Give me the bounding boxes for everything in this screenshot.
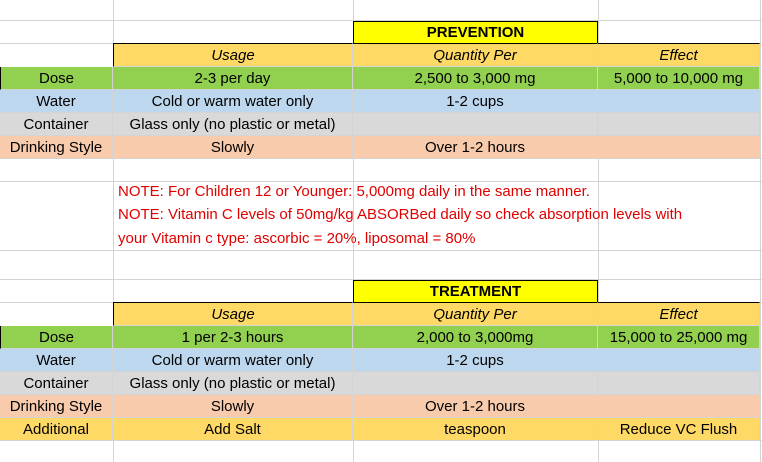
prevention-dose-effect[interactable]: 5,000 to 10,000 mg — [598, 67, 760, 90]
prevention-container-label[interactable]: Container — [0, 113, 113, 136]
prevention-dose-quantity[interactable]: 2,500 to 3,000 mg — [353, 67, 598, 90]
treatment-water-effect[interactable] — [598, 349, 760, 372]
treatment-water-quantity[interactable]: 1-2 cups — [353, 349, 598, 372]
treatment-drinking-usage[interactable]: Slowly — [113, 395, 353, 418]
prevention-drinking-effect[interactable] — [598, 136, 760, 159]
treatment-drinking-label[interactable]: Drinking Style — [0, 395, 113, 418]
prevention-title[interactable]: PREVENTION — [353, 21, 598, 44]
prevention-dose-label[interactable]: Dose — [0, 67, 113, 90]
prevention-drinking-quantity[interactable]: Over 1-2 hours — [353, 136, 598, 159]
prevention-dose-usage[interactable]: 2-3 per day — [113, 67, 353, 90]
treatment-water-usage[interactable]: Cold or warm water only — [113, 349, 353, 372]
treatment-water-label[interactable]: Water — [0, 349, 113, 372]
treatment-drinking-effect[interactable] — [598, 395, 760, 418]
treatment-dose-label[interactable]: Dose — [0, 326, 113, 349]
prevention-container-quantity[interactable] — [353, 113, 598, 136]
prevention-drinking-label[interactable]: Drinking Style — [0, 136, 113, 159]
treatment-dose-quantity[interactable]: 2,000 to 3,000mg — [353, 326, 598, 349]
gridline — [0, 250, 762, 251]
treatment-additional-quantity[interactable]: teaspoon — [353, 418, 598, 441]
treatment-drinking-quantity[interactable]: Over 1-2 hours — [353, 395, 598, 418]
treatment-dose-usage[interactable]: 1 per 2-3 hours — [113, 326, 353, 349]
prevention-water-label[interactable]: Water — [0, 90, 113, 113]
gridline — [760, 0, 761, 462]
treatment-dose-effect[interactable]: 15,000 to 25,000 mg — [598, 326, 760, 349]
treatment-container-effect[interactable] — [598, 372, 760, 395]
treatment-container-label[interactable]: Container — [0, 372, 113, 395]
note-children[interactable]: NOTE: For Children 12 or Younger: 5,000mg daily in the same manner. — [118, 183, 590, 200]
prevention-header-usage[interactable]: Usage — [113, 43, 353, 67]
gridline — [0, 181, 762, 182]
prevention-water-quantity[interactable]: 1-2 cups — [353, 90, 598, 113]
prevention-drinking-usage[interactable]: Slowly — [113, 136, 353, 159]
treatment-header-effect[interactable]: Effect — [598, 302, 760, 326]
treatment-header-quantity[interactable]: Quantity Per — [353, 302, 598, 326]
treatment-additional-usage[interactable]: Add Salt — [113, 418, 353, 441]
treatment-header-usage[interactable]: Usage — [113, 302, 353, 326]
treatment-container-quantity[interactable] — [353, 372, 598, 395]
note-absorption[interactable]: NOTE: Vitamin C levels of 50mg/kg ABSORBed daily so check absorption levels with — [118, 206, 683, 223]
treatment-additional-label[interactable]: Additional — [0, 418, 113, 441]
treatment-container-usage[interactable]: Glass only (no plastic or metal) — [113, 372, 353, 395]
prevention-container-usage[interactable]: Glass only (no plastic or metal) — [113, 113, 353, 136]
treatment-additional-effect[interactable]: Reduce VC Flush — [598, 418, 760, 441]
prevention-header-effect[interactable]: Effect — [598, 43, 760, 67]
prevention-header-quantity[interactable]: Quantity Per — [353, 43, 598, 67]
note-vitamin-type[interactable]: your Vitamin c type: ascorbic = 20%, liposomal = 80% — [118, 230, 476, 247]
prevention-container-effect[interactable] — [598, 113, 760, 136]
prevention-water-usage[interactable]: Cold or warm water only — [113, 90, 353, 113]
treatment-title[interactable]: TREATMENT — [353, 280, 598, 303]
prevention-water-effect[interactable] — [598, 90, 760, 113]
